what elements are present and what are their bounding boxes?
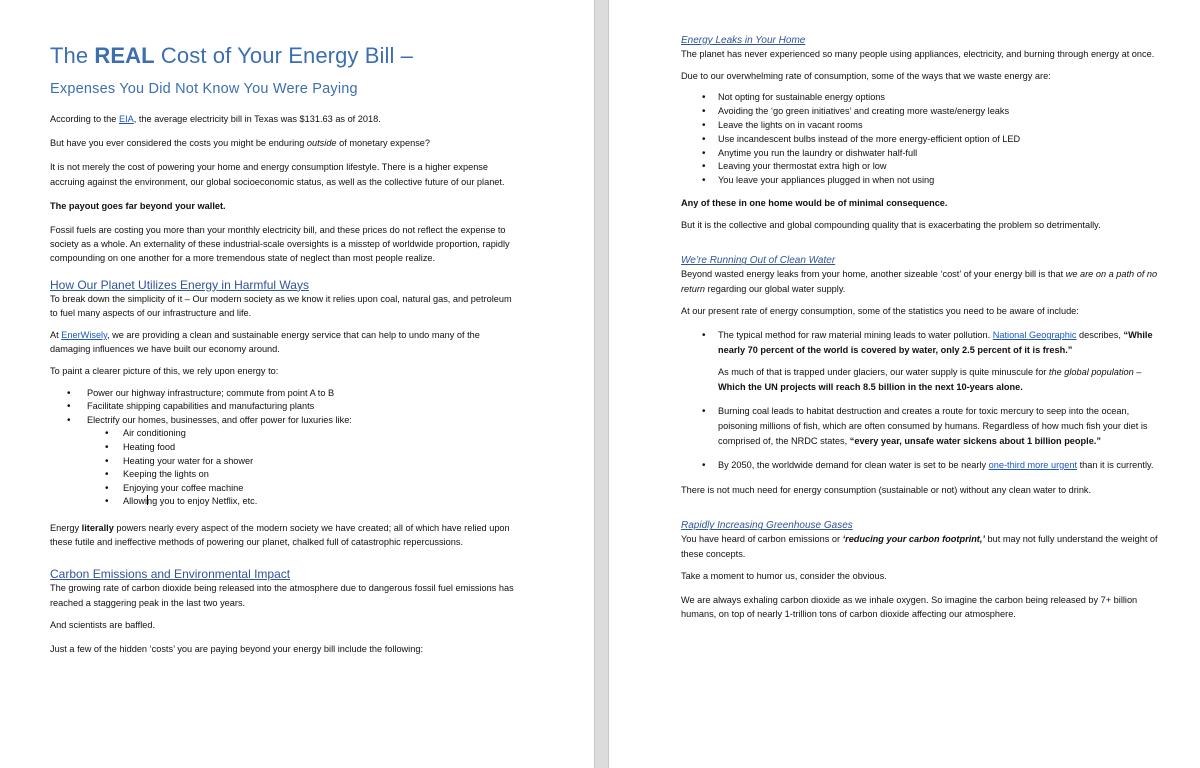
water-statistics-list [681, 328, 1167, 473]
bold-text: Which the UN projects will reach 8.5 billion in the next 10-years alone. [718, 382, 1023, 393]
paragraph [50, 112, 520, 126]
list-item: • Keeping the lights on [50, 468, 520, 482]
italic-text: the global population [1048, 366, 1134, 377]
enerwisely-link[interactable]: EnerWisely [61, 330, 108, 341]
text: As much of that is trapped under glaciers, our water supply is quite minuscule for [718, 366, 1049, 377]
text: Burning coal leads to habitat destruction and creates a route for toxic mercury to seep into the ocean, poisoning millions of fish, which are often consumed by humans. Regardless of how much fish your diet is comprised of, the NRDC states, [718, 405, 1148, 447]
paragraph: We are always exhaling carbon dioxide as we inhale oxygen. So imagine the carbon being released by 7+ billion humans, on top of nearly 1-trillion tons of carbon dioxide affecting our atmosphere. [681, 595, 1138, 620]
paragraph: Fossil fuels are costing you more than your monthly electricity bill, and these prices do not reflect the expense to society as a whole. An externality of these industrial-scale oversights is a misstep of worldwide proportion, rapidly compounding on one another for a more tremendous state of neglect than most people realize. [50, 225, 510, 264]
heading-greenhouse-gases: Rapidly Increasing Greenhouse Gases [681, 520, 853, 532]
text: of monetary expense? [336, 138, 431, 149]
list-item: • Power our highway infrastructure; commute from point A to B [50, 387, 520, 401]
energy-waste-list [681, 91, 1167, 188]
paragraph: The planet has never experienced so many people using appliances, electricity, and burning through energy at once. [681, 49, 1155, 59]
page-gutter [594, 0, 609, 768]
paragraph [50, 136, 520, 150]
bold-text: “While nearly 70 percent of the world is covered by water, only 2.5 percent of it is fresh.” [718, 330, 1153, 356]
list-item: • Facilitate shipping capabilities and manufacturing plants [50, 400, 520, 414]
paragraph [50, 328, 520, 356]
list-item [50, 495, 520, 509]
paragraph [681, 532, 1167, 560]
text: Allowi [123, 496, 147, 507]
text: But have you ever considered the costs you might be enduring [50, 138, 307, 149]
paragraph-bold [681, 196, 1167, 210]
heading-energy-leaks: Energy Leaks in Your Home [681, 35, 806, 46]
list-item: • Avoiding the ‘go green initiatives’ and creating more waste/energy leaks [681, 105, 1167, 119]
list-item: • Leave the lights on in vacant rooms [681, 119, 1167, 133]
bold-text: “every year, unsafe water sickens about 1 billion people.” [849, 436, 1101, 447]
list-item: • Enjoying your coffee machine [50, 482, 520, 496]
text: Energy [50, 522, 82, 533]
list-item [681, 404, 1167, 450]
text: describes, [1076, 330, 1124, 340]
paragraph: Take a moment to humor us, consider the obvious. [681, 570, 887, 581]
text: The typical method for raw material mining leads to water pollution. [718, 330, 993, 340]
list-item-continuation [681, 365, 1167, 396]
document-title [50, 43, 520, 69]
heading-carbon-emissions: Carbon Emissions and Environmental Impact [50, 567, 291, 582]
energy-uses-list [50, 387, 520, 509]
paragraph: At our present rate of energy consumption, some of the statistics you need to be aware of include: [681, 305, 1079, 316]
document-page-right[interactable] [609, 0, 1200, 768]
text: powers nearly every aspect of the modern society we have created; all of which have relied upon these futile and ineffective methods of powering our planet, chalked full of catastrophic repercussions. [50, 522, 510, 548]
italic-text: outside [306, 138, 337, 149]
paragraph-bold [50, 199, 520, 213]
list-item: • Heating your water for a shower [50, 455, 520, 469]
text: but may not fully understand the weight of these concepts. [681, 534, 1158, 559]
title-text-end: Cost of Your Energy Bill – [154, 43, 414, 68]
text: According to the [50, 114, 119, 124]
title-bold: REAL [94, 43, 155, 68]
text: ng you to enjoy Netflix, etc. [147, 496, 258, 507]
text: regarding our global water supply. [705, 283, 846, 294]
text: Beyond wasted energy leaks from your home, another sizeable ‘cost’ of your energy bill is that [681, 269, 1066, 280]
list-item: • Anytime you run the laundry or dishwater half-full [681, 147, 1167, 161]
text: than it is currently. [1077, 459, 1154, 470]
paragraph: To paint a clearer picture of this, we rely upon energy to: [50, 366, 279, 377]
list-item: • You leave your appliances plugged in when not using [681, 174, 1167, 188]
list-item [681, 328, 1167, 359]
document-page-left[interactable] [0, 0, 594, 768]
one-third-more-urgent-link[interactable]: one-third more urgent [988, 459, 1078, 470]
list-item [681, 458, 1167, 473]
text: Electrify our homes, businesses, and offer power for luxuries like: [87, 414, 352, 425]
text: – [1133, 366, 1142, 377]
heading-clean-water: We’re Running Out of Clean Water [681, 255, 836, 267]
paragraph [50, 521, 520, 549]
list-item: • Heating food [50, 441, 520, 455]
text: , the average electricity bill in Texas was $131.63 as of 2018. [133, 114, 381, 124]
bold-text: The payout goes far beyond your wallet. [50, 200, 226, 211]
text: By 2050, the worldwide demand for clean water is set to be nearly [718, 459, 989, 470]
paragraph: There is not much need for energy consumption (sustainable or not) without any clean water to drink. [681, 485, 1092, 496]
title-text: The [50, 43, 95, 68]
text: At [50, 330, 62, 341]
document-subtitle: Expenses You Did Not Know You Were Paying [50, 81, 358, 97]
paragraph: The growing rate of carbon dioxide being released into the atmosphere due to dangerous fossil fuel emissions has reached a staggering peak in the last two years. [50, 583, 514, 608]
bold-text: Any of these in one home would be of minimal consequence. [681, 197, 948, 208]
page-content [681, 34, 1167, 621]
bold-italic-text: ‘reducing your carbon footprint,’ [842, 534, 985, 545]
italic-text: we are on a path of no return [681, 269, 1158, 294]
heading-harmful-ways: How Our Planet Utilizes Energy in Harmful Ways [50, 277, 309, 292]
list-item [50, 414, 520, 509]
list-item: • Leaving your thermostat extra high or low [681, 160, 1167, 174]
bold-text: literally [81, 522, 114, 533]
paragraph: Due to our overwhelming rate of consumption, some of the ways that we waste energy are: [681, 71, 1051, 82]
eia-link[interactable]: EIA [118, 114, 134, 124]
national-geographic-link[interactable]: National Geographic [992, 330, 1077, 340]
text: , we are providing a clean and sustainable energy service that can help to undo many of the damaging influences we have built our economy around. [50, 330, 480, 355]
paragraph: To break down the simplicity of it – Our modern society as we know it relies upon coal, natural gas, and petroleum to fuel many aspects of our infrastructure and life. [50, 293, 512, 318]
paragraph [681, 267, 1167, 295]
page-content [50, 0, 520, 656]
paragraph: It is not merely the cost of powering your home and energy consumption lifestyle. There is a higher expense accruing against the environment, our global socioeconomic status, as well as the collective future of our planet. [50, 162, 505, 187]
paragraph: And scientists are baffled. [50, 619, 156, 630]
list-item: • Not opting for sustainable energy options [681, 91, 1167, 105]
luxuries-list [50, 427, 520, 509]
paragraph: Just a few of the hidden ‘costs’ you are paying beyond your energy bill include the following: [50, 644, 423, 654]
paragraph: But it is the collective and global compounding quality that is exacerbating the problem so detrimentally. [681, 220, 1101, 231]
list-item: • Air conditioning [50, 427, 520, 441]
list-item: • Use incandescent bulbs instead of the more energy-efficient option of LED [681, 133, 1167, 147]
text: You have heard of carbon emissions or [681, 534, 843, 545]
